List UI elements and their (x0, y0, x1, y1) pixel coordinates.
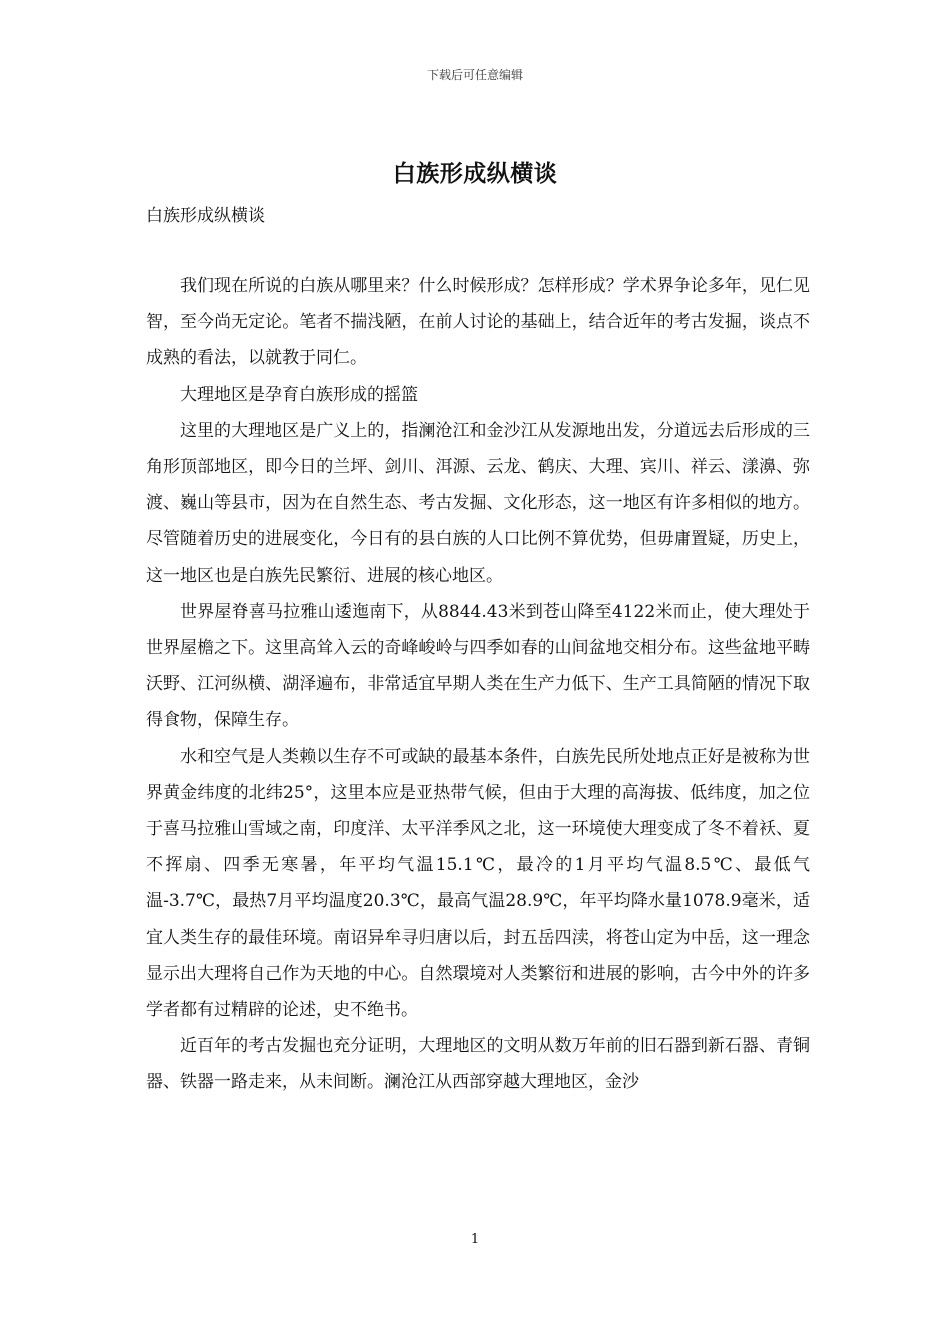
paragraph-climate: 水和空气是人类赖以生存不可或缺的最基本条件，白族先民所处地点正好是被称为世界黄金纬度的北纬25°，这里本应是亚热带气候，但由于大理的高海拔、低纬度，加之位于喜马拉雅山雪域之南，印度洋、太平洋季风之北，这一环境使大理变成了冬不着袄、夏不挥扇、四季无寒暑，年平均气温15.1℃，最冷的1月平均气温8.5℃、最低气温-3.7℃，最热7月平均温度20.3℃，最高气温28.9℃，年平均降水量1078.9毫米，适宜人类生存的最佳环境。南诏异牟寻归唐以后，封五岳四渎，将苍山定为中岳，这一理念显示出大理将自己作为天地的中心。自然環境对人类繁衍和进展的影响，古今中外的许多学者都有过精辟的论述，史不绝书。 (146, 746, 810, 1021)
paragraph-region: 这里的大理地区是广义上的，指澜沧江和金沙江从发源地出发，分道远去后形成的三角形顶部地区，即今日的兰坪、剑川、洱源、云龙、鹤庆、大理、宾川、祥云、漾濞、弥渡、巍山等县市，因为在自然生态、考古发掘、文化形态，这一地区有许多相似的地方。尽管随着历史的进展变化，今日有的县白族的人口比例不算优势，但毋庸置疑，历史上，这一地区也是白族先民繁衍、进展的核心地区。 (146, 420, 810, 586)
paragraph-intro: 我们现在所说的白族从哪里来？什么时候形成？怎样形成？学术界争论多年，见仁见智，至今尚无定论。笔者不揣浅陋，在前人讨论的基础上，结合近年的考古发掘，谈点不成熟的看法，以就教于同仁。 (146, 276, 810, 369)
paragraph-archaeology: 近百年的考古发掘也充分证明，大理地区的文明从数万年前的旧石器到新石器、青铜器、铁器一路走来，从未间断。澜沧江从西部穿越大理地区，金沙 (146, 1036, 810, 1093)
section-heading: 大理地区是孕育白族形成的摇篮 (180, 384, 418, 405)
page-header: 下载后可任意编辑 (426, 68, 523, 82)
document-title: 白族形成纵横谈 (392, 160, 558, 187)
paragraph-geography: 世界屋脊喜马拉雅山逶迤南下，从8844.43米到苍山降至4122米而止，使大理处于世界屋檐之下。这里高耸入云的奇峰峻岭与四季如春的山间盆地交相分布。这些盆地平畴沃野、江河纵横、湖泽遍布，非常适宜早期人类在生产力低下、生产工具简陋的情况下取得食物，保障生存。 (146, 601, 810, 731)
page-number: 1 (470, 1232, 480, 1247)
document-subtitle: 白族形成纵横谈 (146, 206, 265, 226)
document-body (146, 268, 810, 1101)
